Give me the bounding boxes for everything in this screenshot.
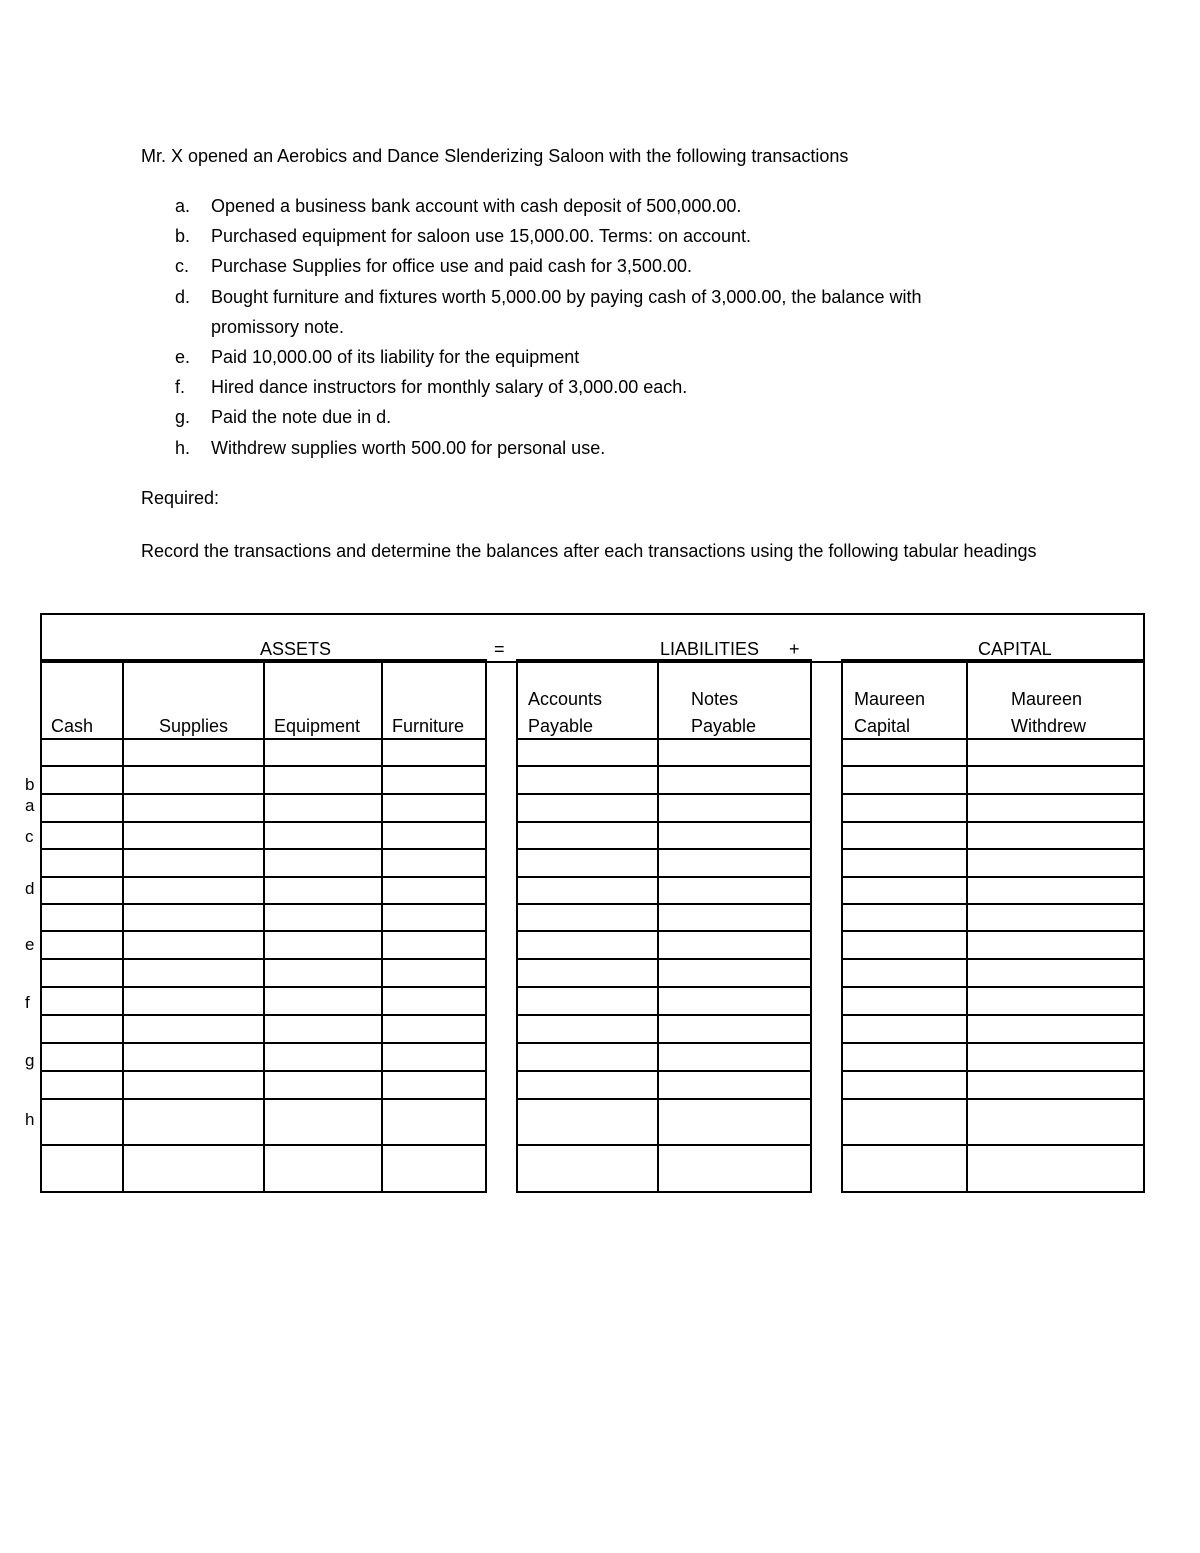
- col-furniture: Furniture: [392, 716, 465, 736]
- col-cash: Cash: [51, 716, 94, 736]
- row-letter: e: [25, 935, 35, 954]
- transaction-letter: g.: [175, 407, 191, 427]
- col-equipment: Equipment: [274, 716, 361, 736]
- problem-intro: Mr. X opened an Aerobics and Dance Slenderizing Saloon with the following transactions: [141, 146, 849, 166]
- row-letter: d: [25, 879, 35, 898]
- row-letter: a: [25, 796, 35, 815]
- col-maureen-withdrew-line2: Withdrew: [1011, 716, 1087, 736]
- instruction-text: Record the transactions and determine the balances after each transactions using the following tabular headings: [141, 541, 1037, 561]
- transaction-text: Paid 10,000.00 of its liability for the equipment: [211, 347, 580, 367]
- transaction-text: Purchase Supplies for office use and paid cash for 3,500.00.: [211, 256, 692, 276]
- col-supplies: Supplies: [159, 716, 229, 736]
- transaction-letter: a.: [175, 196, 191, 216]
- row-letter: b: [25, 775, 35, 794]
- capital-heading: CAPITAL: [978, 639, 1052, 659]
- transaction-text: Hired dance instructors for monthly salary of 3,000.00 each.: [211, 377, 688, 397]
- row-letter: f: [25, 993, 30, 1012]
- transaction-letter: e.: [175, 347, 191, 367]
- col-accounts-payable-line2: Payable: [528, 716, 594, 736]
- plus-sign: +: [789, 639, 800, 659]
- transaction-letter: d.: [175, 287, 191, 307]
- col-notes-payable-line2: Payable: [691, 716, 757, 736]
- col-notes-payable-line1: Notes: [691, 689, 739, 709]
- col-maureen-withdrew-line1: Maureen: [1011, 689, 1083, 709]
- row-letter: c: [25, 827, 34, 846]
- col-maureen-capital-line1: Maureen: [854, 689, 926, 709]
- row-letter: g: [25, 1051, 35, 1070]
- col-maureen-capital-line2: Capital: [854, 716, 911, 736]
- col-accounts-payable-line1: Accounts: [528, 689, 603, 709]
- transaction-text: Bought furniture and fixtures worth 5,000.00 by paying cash of 3,000.00, the balance with promissory note.: [211, 287, 922, 337]
- row-letter: h: [25, 1110, 35, 1129]
- transaction-letter: h.: [175, 438, 191, 458]
- transaction-text: Purchased equipment for saloon use 15,000.00. Terms: on account.: [211, 226, 752, 246]
- transaction-letter: f.: [175, 377, 186, 397]
- transaction-text: Withdrew supplies worth 500.00 for personal use.: [211, 438, 606, 458]
- transaction-text: Paid the note due in d.: [211, 407, 392, 427]
- required-label: Required:: [141, 488, 220, 508]
- equals-sign: =: [494, 639, 505, 659]
- transaction-letter: b.: [175, 226, 191, 246]
- transaction-letter: c.: [175, 256, 190, 276]
- liabilities-heading: LIABILITIES: [660, 639, 760, 659]
- transaction-text: Opened a business bank account with cash deposit of 500,000.00.: [211, 196, 742, 216]
- assets-heading: ASSETS: [260, 639, 332, 659]
